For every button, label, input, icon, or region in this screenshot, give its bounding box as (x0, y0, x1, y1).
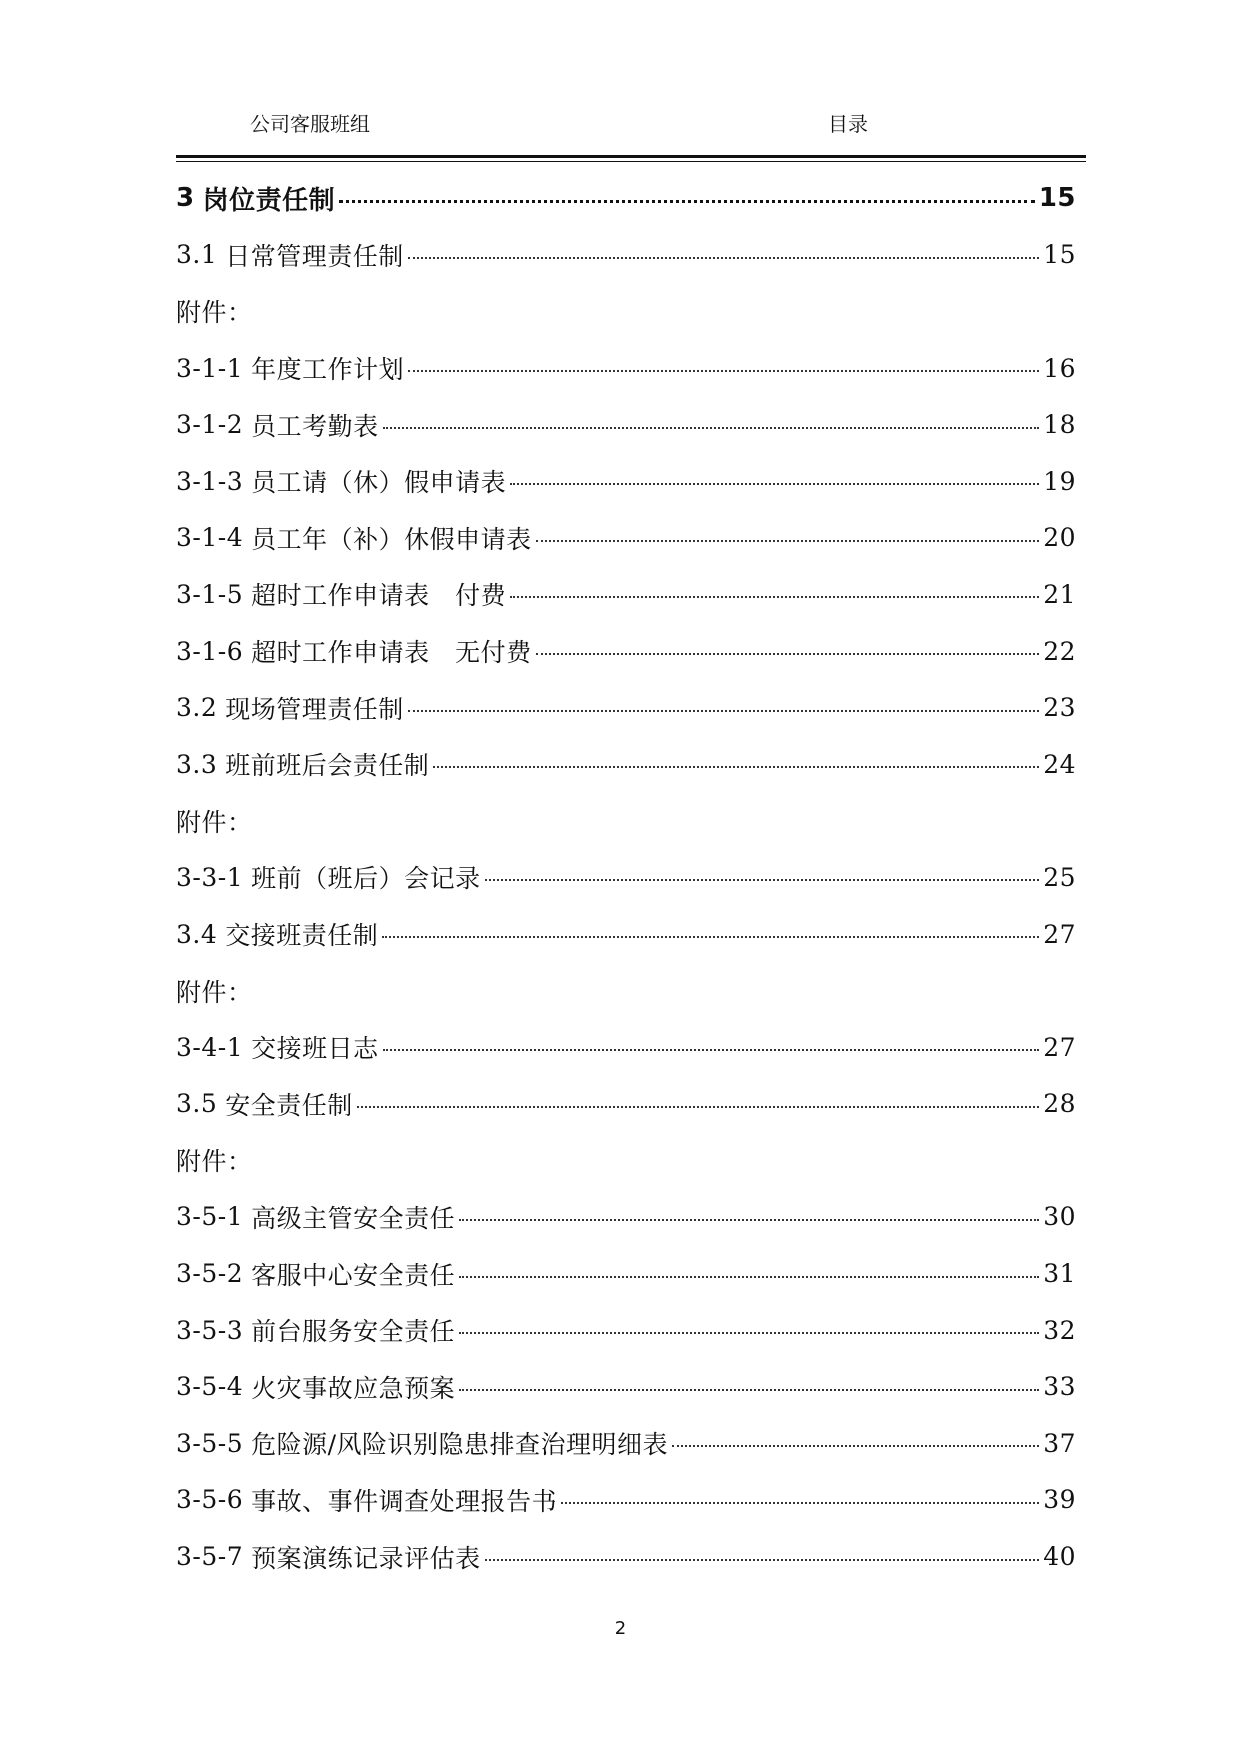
toc-entry-title: 日常管理责任制 (225, 241, 404, 271)
toc-entry-title: 危险源/风险识别隐患排查治理明细表 (251, 1430, 669, 1460)
toc-entry-page: 33 (1043, 1372, 1076, 1402)
toc-entry-title: 安全责任制 (225, 1090, 353, 1120)
toc-entry-number: 3-5-3 (176, 1315, 244, 1345)
toc-entry[interactable] (176, 340, 1076, 397)
toc-dot-leader (382, 936, 1039, 938)
header-organization: 公司客服班组 (250, 112, 370, 136)
toc-entry[interactable] (176, 1189, 1076, 1246)
page-number: 2 (614, 1618, 627, 1639)
toc-entry-number: 3 (176, 183, 195, 214)
toc-entry-number: 3-4-1 (176, 1032, 244, 1062)
header-section-title: 目录 (828, 112, 868, 136)
toc-entry[interactable] (176, 623, 1076, 680)
header-rule-thin (176, 161, 1086, 162)
toc-entry[interactable] (176, 1528, 1076, 1585)
toc-entry[interactable] (176, 170, 1076, 227)
toc-entry[interactable] (176, 1472, 1076, 1529)
toc-entry-title: 事故、事件调查处理报告书 (251, 1486, 558, 1516)
toc-dot-leader (357, 1106, 1039, 1108)
toc-entry[interactable] (176, 1245, 1076, 1302)
toc-entry[interactable] (176, 1415, 1076, 1472)
toc-entry[interactable] (176, 679, 1076, 736)
toc-entry-page: 15 (1043, 240, 1076, 270)
toc-dot-leader (383, 1049, 1040, 1051)
toc-dot-leader (408, 370, 1039, 372)
toc-entry-page: 39 (1043, 1485, 1076, 1515)
toc-entry-number: 3-1-3 (176, 466, 244, 496)
toc-attachment-heading (176, 962, 1076, 1019)
toc-dot-leader (408, 710, 1039, 712)
toc-entry-title: 员工请（休）假申请表 (251, 468, 507, 498)
toc-entry-page: 30 (1043, 1202, 1076, 1232)
toc-entry-number: 3-3-1 (176, 862, 244, 892)
toc-entry-number: 3-1-2 (176, 410, 244, 440)
toc-dot-leader (561, 1502, 1039, 1504)
toc-entry[interactable] (176, 510, 1076, 567)
toc-entry-title: 交接班责任制 (225, 921, 379, 951)
toc-dot-leader (510, 596, 1039, 598)
toc-entry-page: 21 (1043, 579, 1076, 609)
toc-entry-page: 27 (1043, 919, 1076, 949)
toc-entry-title: 员工考勤表 (251, 411, 379, 441)
toc-dot-leader (536, 540, 1040, 542)
toc-entry-page: 16 (1043, 353, 1076, 383)
toc-entry-number: 3-1-1 (176, 353, 244, 383)
toc-entry-title: 班前（班后）会记录 (251, 864, 481, 894)
toc-entry-title: 火灾事故应急预案 (251, 1373, 456, 1403)
toc-entry-page: 31 (1043, 1259, 1076, 1289)
toc-entry-title: 预案演练记录评估表 (251, 1543, 481, 1573)
toc-attachment-label: 附件： (176, 807, 253, 837)
toc-entry-number: 3-1-6 (176, 636, 244, 666)
toc-entry-page: 28 (1043, 1089, 1076, 1119)
toc-dot-leader (536, 653, 1040, 655)
toc-entry-title: 岗位责任制 (202, 185, 336, 216)
toc-entry[interactable] (176, 566, 1076, 623)
toc-attachment-heading (176, 1132, 1076, 1189)
toc-entry-title: 年度工作计划 (251, 355, 405, 385)
toc-dot-leader (459, 1332, 1039, 1334)
toc-entry-page: 24 (1043, 749, 1076, 779)
header-rule-thick (176, 155, 1086, 158)
toc-entry-number: 3.2 (176, 693, 218, 723)
toc-entry-page: 27 (1043, 1032, 1076, 1062)
toc-dot-leader (510, 483, 1039, 485)
toc-entry[interactable] (176, 1076, 1076, 1133)
toc-entry-title: 前台服务安全责任 (251, 1317, 456, 1347)
toc-entry[interactable] (176, 849, 1076, 906)
toc-entry-page: 20 (1043, 523, 1076, 553)
toc-attachment-heading (176, 283, 1076, 340)
toc-entry[interactable] (176, 1019, 1076, 1076)
toc-dot-leader (433, 766, 1039, 768)
toc-entry-title: 客服中心安全责任 (251, 1260, 456, 1290)
toc-entry-number: 3-1-4 (176, 523, 244, 553)
toc-dot-leader (408, 257, 1039, 259)
toc-entry-title: 高级主管安全责任 (251, 1203, 456, 1233)
toc-dot-leader (459, 1219, 1039, 1221)
toc-entry-number: 3.4 (176, 919, 218, 949)
toc-entry[interactable] (176, 227, 1076, 284)
toc-entry-page: 37 (1043, 1428, 1076, 1458)
toc-entry-title: 现场管理责任制 (225, 694, 404, 724)
toc-entry-title: 超时工作申请表 付费 (251, 581, 507, 611)
toc-dot-leader (672, 1445, 1039, 1447)
toc-entry-number: 3-1-5 (176, 579, 244, 609)
toc-entry-number: 3-5-5 (176, 1428, 244, 1458)
toc-dot-leader (459, 1389, 1039, 1391)
toc-entry-page: 32 (1043, 1315, 1076, 1345)
toc-entry-page: 15 (1038, 183, 1076, 214)
toc-entry-title: 班前班后会责任制 (225, 751, 430, 781)
toc-entry[interactable] (176, 1358, 1076, 1415)
toc-entry[interactable] (176, 736, 1076, 793)
toc-entry-title: 交接班日志 (251, 1034, 379, 1064)
toc-dot-leader (485, 1559, 1040, 1561)
toc-entry-page: 18 (1043, 410, 1076, 440)
toc-entry-page: 22 (1043, 636, 1076, 666)
toc-entry-page: 25 (1043, 862, 1076, 892)
page-header (0, 108, 1241, 138)
toc-entry-number: 3-5-4 (176, 1372, 244, 1402)
toc-entry-number: 3-5-6 (176, 1485, 244, 1515)
toc-dot-leader (459, 1276, 1039, 1278)
toc-entry[interactable] (176, 396, 1076, 453)
toc-entry-title: 员工年（补）休假申请表 (251, 524, 532, 554)
toc-entry[interactable] (176, 453, 1076, 510)
toc-entry-title: 超时工作申请表 无付费 (251, 638, 532, 668)
toc-attachment-label: 附件： (176, 298, 253, 328)
toc-entry-number: 3.3 (176, 749, 218, 779)
toc-dot-leader (339, 200, 1035, 203)
toc-attachment-label: 附件： (176, 1147, 253, 1177)
toc-entry-page: 23 (1043, 693, 1076, 723)
toc-dot-leader (485, 879, 1040, 881)
toc-entry-number: 3-5-7 (176, 1542, 244, 1572)
toc-entry-page: 40 (1043, 1542, 1076, 1572)
toc-dot-leader (383, 427, 1040, 429)
toc-entry-number: 3.5 (176, 1089, 218, 1119)
toc-attachment-label: 附件： (176, 977, 253, 1007)
toc-entry-number: 3-5-1 (176, 1202, 244, 1232)
toc-entry[interactable] (176, 1302, 1076, 1359)
toc-entry[interactable] (176, 906, 1076, 963)
table-of-contents (176, 170, 1076, 1585)
toc-entry-page: 19 (1043, 466, 1076, 496)
toc-entry-number: 3-5-2 (176, 1259, 244, 1289)
toc-entry-number: 3.1 (176, 240, 218, 270)
toc-attachment-heading (176, 793, 1076, 850)
